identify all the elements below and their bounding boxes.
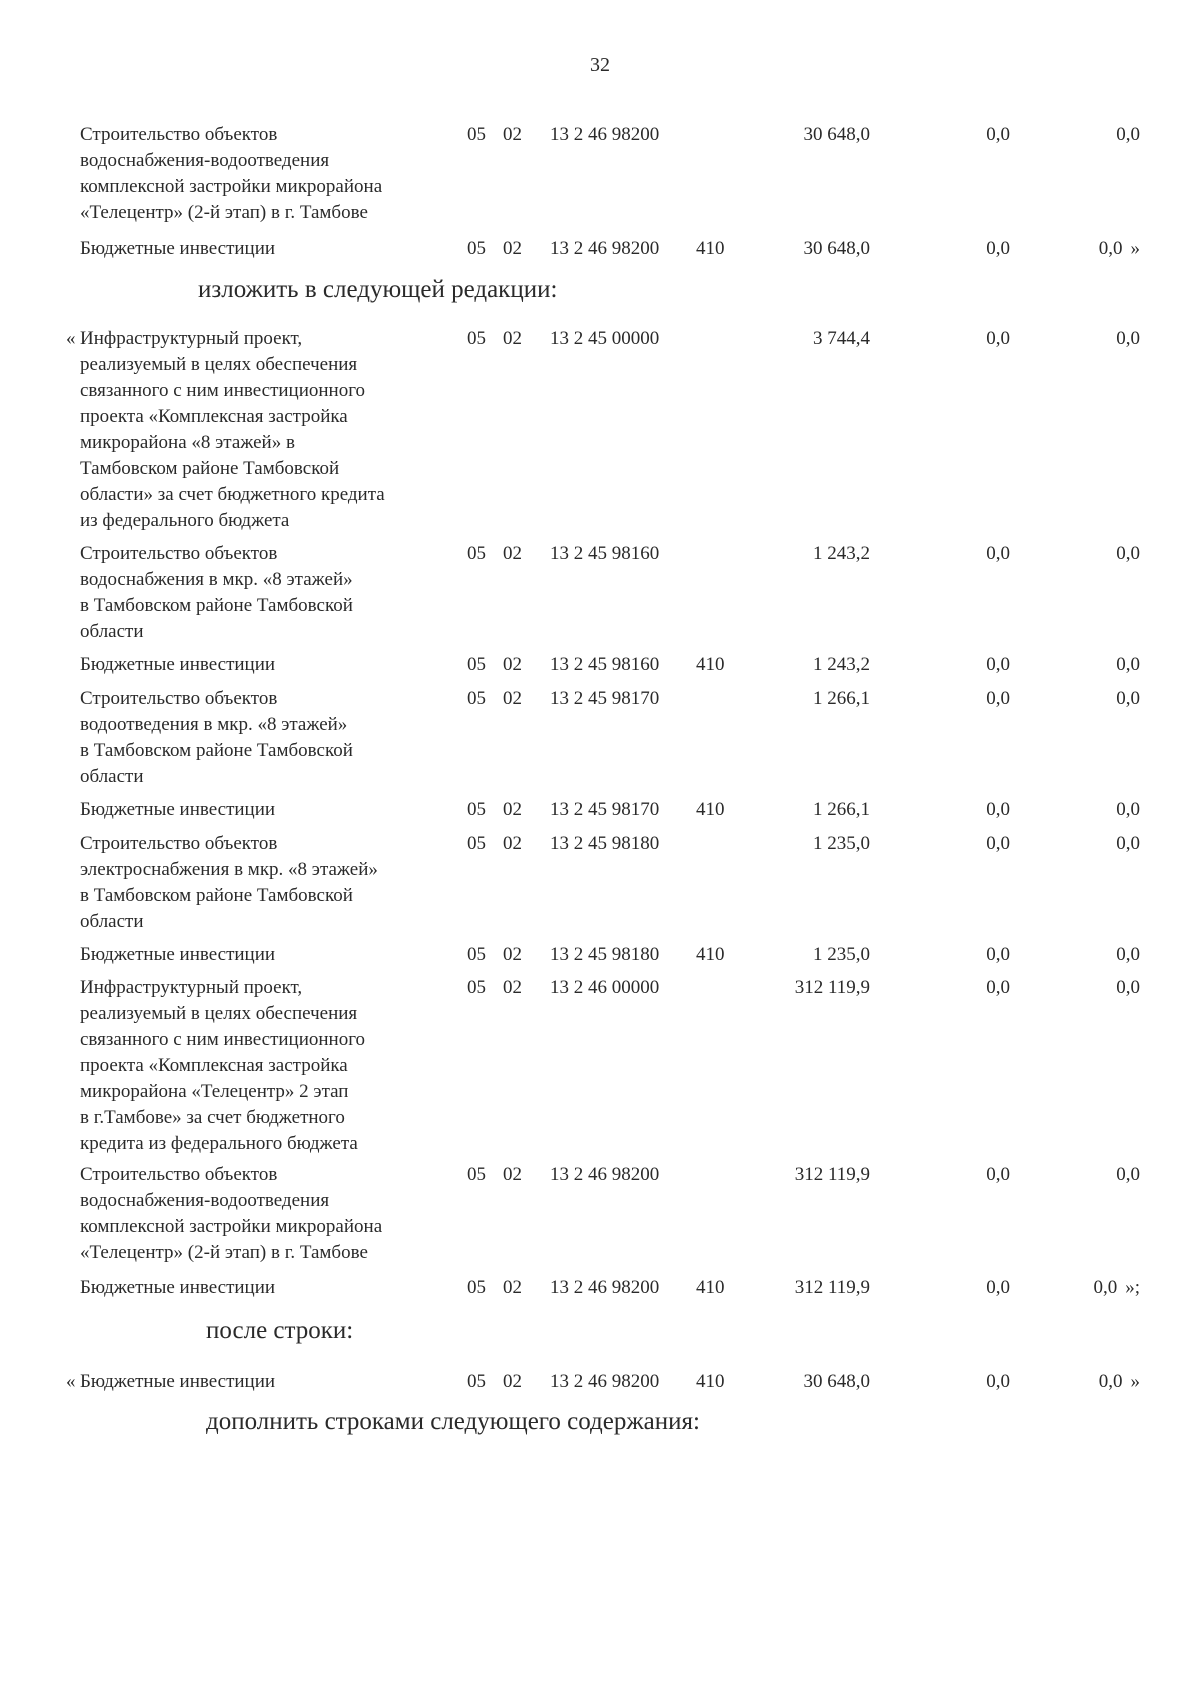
sum-year-2: 0,0 <box>986 688 1010 709</box>
sum-year-1: 312 119,9 <box>794 1277 870 1298</box>
sum-year-1: 1 235,0 <box>813 833 870 854</box>
row-name: Инфраструктурный проект, реализуемый в целях обеспечения связанного с ним инвестиционного проекта «Комплексная застройка микрорайона «8 этажей» в Тамбовском районе Тамбовской области» за счет бюджетного кредита из федерального бюджета <box>80 328 385 531</box>
sum-year-3: 0,0 <box>1116 977 1140 998</box>
heading-edit-instruction: изложить в следующей редакции: <box>198 276 558 303</box>
sum-year-3: 0,0 <box>1116 944 1140 965</box>
target-article-code: 13 2 46 98200 <box>550 124 660 145</box>
section-code: 05 <box>467 328 486 349</box>
sum-year-2: 0,0 <box>986 1277 1010 1298</box>
sum-year-1: 1 243,2 <box>813 543 870 564</box>
section-code: 05 <box>467 1164 486 1185</box>
closing-quote: » <box>1130 238 1140 259</box>
subsection-code: 02 <box>503 238 522 259</box>
expense-type-code: 410 <box>696 654 725 675</box>
target-article-code: 13 2 46 98200 <box>550 1164 660 1185</box>
target-article-code: 13 2 46 98200 <box>550 1277 660 1298</box>
sum-year-1: 1 266,1 <box>813 688 870 709</box>
section-code: 05 <box>467 977 486 998</box>
opening-quote: « <box>66 328 76 349</box>
expense-type-code: 410 <box>696 799 725 820</box>
sum-year-3-cell <box>1060 1162 1140 1188</box>
sum-year-3-cell <box>1060 1369 1140 1395</box>
expense-type-code: 410 <box>696 238 725 259</box>
sum-year-3-cell <box>1060 236 1140 262</box>
section-code: 05 <box>467 654 486 675</box>
section-code: 05 <box>467 543 486 564</box>
sum-year-2: 0,0 <box>986 328 1010 349</box>
sum-year-3-cell <box>1060 686 1140 712</box>
sum-year-3: 0,0 <box>1098 1371 1123 1392</box>
section-code: 05 <box>467 833 486 854</box>
sum-year-2: 0,0 <box>986 833 1010 854</box>
sum-year-3-cell <box>1060 122 1140 148</box>
sum-year-2: 0,0 <box>986 654 1010 675</box>
subsection-code: 02 <box>503 328 522 349</box>
row-name: Строительство объектов водоснабжения-водоотведения комплексной застройки микрорайона «Телецентр» (2-й этап) в г. Тамбове <box>80 1164 383 1263</box>
row-name: Бюджетные инвестиции <box>80 238 276 259</box>
sum-year-1: 30 648,0 <box>803 238 870 259</box>
target-article-code: 13 2 46 98200 <box>550 238 660 259</box>
expense-type-code: 410 <box>696 944 725 965</box>
section-code: 05 <box>467 944 486 965</box>
sum-year-1: 312 119,9 <box>794 977 870 998</box>
row-name: Бюджетные инвестиции <box>80 654 276 675</box>
sum-year-3-cell <box>1060 831 1140 857</box>
sum-year-2: 0,0 <box>986 977 1010 998</box>
subsection-code: 02 <box>503 688 522 709</box>
row-name: Строительство объектов водоснабжения в мкр. «8 этажей» в Тамбовском районе Тамбовской области <box>80 543 353 642</box>
expense-type-code: 410 <box>696 1371 725 1392</box>
sum-year-3: 0,0 <box>1116 124 1140 145</box>
sum-year-3: 0,0 <box>1116 328 1140 349</box>
sum-year-3: 0,0 <box>1093 1277 1118 1298</box>
closing-quote: » <box>1130 1371 1140 1392</box>
sum-year-2: 0,0 <box>986 799 1010 820</box>
sum-year-1: 312 119,9 <box>794 1164 870 1185</box>
sum-year-1: 1 266,1 <box>813 799 870 820</box>
sum-year-3: 0,0 <box>1116 833 1140 854</box>
row-name: Бюджетные инвестиции <box>80 1277 276 1298</box>
sum-year-2: 0,0 <box>986 944 1010 965</box>
closing-quote: »; <box>1125 1277 1140 1298</box>
target-article-code: 13 2 45 98170 <box>550 799 660 820</box>
sum-year-3-cell <box>1060 652 1140 678</box>
target-article-code: 13 2 45 00000 <box>550 328 660 349</box>
sum-year-1: 3 744,4 <box>813 328 870 349</box>
row-name: Бюджетные инвестиции <box>80 799 276 820</box>
section-code: 05 <box>467 799 486 820</box>
subsection-code: 02 <box>503 1277 522 1298</box>
subsection-code: 02 <box>503 654 522 675</box>
row-name: Бюджетные инвестиции <box>80 1371 276 1392</box>
sum-year-3-cell <box>1060 326 1140 352</box>
sum-year-3: 0,0 <box>1116 543 1140 564</box>
subsection-code: 02 <box>503 124 522 145</box>
section-code: 05 <box>467 124 486 145</box>
target-article-code: 13 2 45 98180 <box>550 833 660 854</box>
heading-after-line: после строки: <box>206 1317 354 1344</box>
page-number: 32 <box>590 54 610 76</box>
row-name: Строительство объектов водоснабжения-водоотведения комплексной застройки микрорайона «Телецентр» (2-й этап) в г. Тамбове <box>80 124 383 223</box>
target-article-code: 13 2 45 98160 <box>550 543 660 564</box>
sum-year-3-cell <box>1060 975 1140 1001</box>
section-code: 05 <box>467 238 486 259</box>
row-name: Инфраструктурный проект, реализуемый в целях обеспечения связанного с ним инвестиционного проекта «Комплексная застройка микрорайона «Телецентр» 2 этап в г.Тамбове» за счет бюджетного кредита из федерального бюджета <box>80 977 366 1154</box>
sum-year-1: 1 243,2 <box>813 654 870 675</box>
opening-quote: « <box>66 1371 76 1392</box>
sum-year-3: 0,0 <box>1116 688 1140 709</box>
subsection-code: 02 <box>503 543 522 564</box>
row-name: Строительство объектов водоотведения в мкр. «8 этажей» в Тамбовском районе Тамбовской области <box>80 688 353 787</box>
sum-year-3-cell <box>1060 797 1140 823</box>
sum-year-3: 0,0 <box>1098 238 1123 259</box>
section-code: 05 <box>467 688 486 709</box>
subsection-code: 02 <box>503 833 522 854</box>
target-article-code: 13 2 45 98160 <box>550 654 660 675</box>
sum-year-2: 0,0 <box>986 124 1010 145</box>
sum-year-1: 30 648,0 <box>803 1371 870 1392</box>
target-article-code: 13 2 46 00000 <box>550 977 660 998</box>
sum-year-2: 0,0 <box>986 1164 1010 1185</box>
sum-year-2: 0,0 <box>986 543 1010 564</box>
target-article-code: 13 2 46 98200 <box>550 1371 660 1392</box>
sum-year-3: 0,0 <box>1116 799 1140 820</box>
expense-type-code: 410 <box>696 1277 725 1298</box>
heading-append-instruction: дополнить строками следующего содержания: <box>206 1408 700 1435</box>
sum-year-1: 1 235,0 <box>813 944 870 965</box>
subsection-code: 02 <box>503 977 522 998</box>
sum-year-3: 0,0 <box>1116 1164 1140 1185</box>
sum-year-3-cell <box>1060 541 1140 567</box>
sum-year-2: 0,0 <box>986 238 1010 259</box>
subsection-code: 02 <box>503 1371 522 1392</box>
sum-year-3-cell <box>1060 1275 1140 1301</box>
subsection-code: 02 <box>503 1164 522 1185</box>
sum-year-3: 0,0 <box>1116 654 1140 675</box>
sum-year-2: 0,0 <box>986 1371 1010 1392</box>
row-name: Строительство объектов электроснабжения в мкр. «8 этажей» в Тамбовском районе Тамбовской области <box>80 833 378 932</box>
sum-year-3-cell <box>1060 942 1140 968</box>
row-name: Бюджетные инвестиции <box>80 944 276 965</box>
section-code: 05 <box>467 1371 486 1392</box>
target-article-code: 13 2 45 98170 <box>550 688 660 709</box>
subsection-code: 02 <box>503 799 522 820</box>
target-article-code: 13 2 45 98180 <box>550 944 660 965</box>
section-code: 05 <box>467 1277 486 1298</box>
subsection-code: 02 <box>503 944 522 965</box>
sum-year-1: 30 648,0 <box>803 124 870 145</box>
